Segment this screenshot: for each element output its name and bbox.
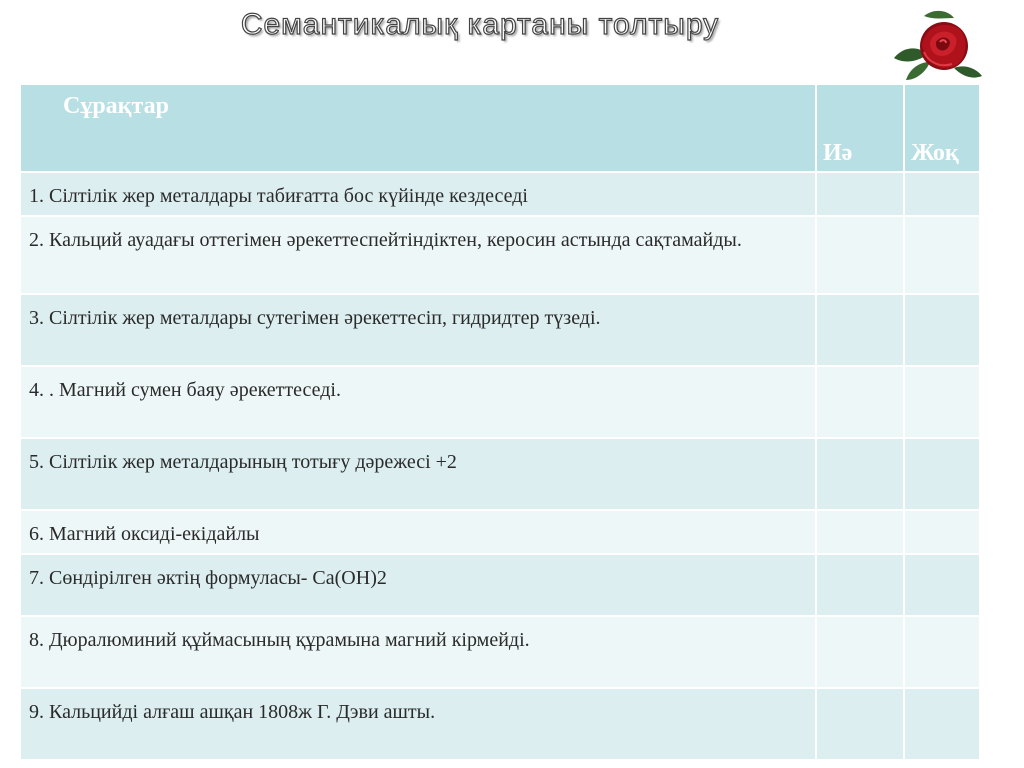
rose-icon (884, 6, 988, 88)
page-title: Семантикалық картаны толтыру (240, 8, 720, 41)
no-cell[interactable] (905, 217, 981, 295)
yes-cell[interactable] (817, 173, 905, 217)
no-cell[interactable] (905, 617, 981, 689)
no-cell[interactable] (905, 689, 981, 761)
table-row (21, 617, 981, 689)
table-row (21, 173, 981, 217)
yes-cell[interactable] (817, 617, 905, 689)
table-header-row (21, 85, 981, 173)
no-cell[interactable] (905, 295, 981, 367)
header-no: Жоқ (905, 85, 981, 173)
header-yes: Иә (817, 85, 905, 173)
no-cell[interactable] (905, 439, 981, 511)
question-cell: 6. Магний оксиді-екідайлы (21, 511, 817, 555)
no-cell[interactable] (905, 555, 981, 617)
no-cell[interactable] (905, 511, 981, 555)
yes-cell[interactable] (817, 439, 905, 511)
yes-cell[interactable] (817, 295, 905, 367)
table-row (21, 217, 981, 295)
question-cell: 4. . Магний сумен баяу әрекеттеседі. (21, 367, 817, 439)
table-row (21, 295, 981, 367)
question-cell: 8. Дюралюминий құймасының құрамына магний кірмейді. (21, 617, 817, 689)
yes-cell[interactable] (817, 511, 905, 555)
semantic-map-table (21, 85, 981, 761)
question-cell: 1. Сілтілік жер металдары табиғатта бос күйінде кездеседі (21, 173, 817, 217)
yes-cell[interactable] (817, 217, 905, 295)
table-row (21, 511, 981, 555)
table-row (21, 689, 981, 761)
no-cell[interactable] (905, 173, 981, 217)
table-row (21, 555, 981, 617)
question-cell: 9. Кальцийді алғаш ашқан 1808ж Г. Дэви ашты. (21, 689, 817, 761)
question-cell: 3. Сілтілік жер металдары сутегімен әрекеттесіп, гидридтер түзеді. (21, 295, 817, 367)
no-cell[interactable] (905, 367, 981, 439)
yes-cell[interactable] (817, 367, 905, 439)
table-row (21, 439, 981, 511)
question-cell: 2. Кальций ауадағы оттегімен әрекеттеспейтіндіктен, керосин астында сақтамайды. (21, 217, 817, 295)
question-cell: 7. Сөндірілген әктің формуласы- Са(ОН)2 (21, 555, 817, 617)
question-cell: 5. Сілтілік жер металдарының тотығу дәрежесі +2 (21, 439, 817, 511)
table-row (21, 367, 981, 439)
header-questions: Сұрақтар (21, 85, 817, 173)
yes-cell[interactable] (817, 689, 905, 761)
yes-cell[interactable] (817, 555, 905, 617)
